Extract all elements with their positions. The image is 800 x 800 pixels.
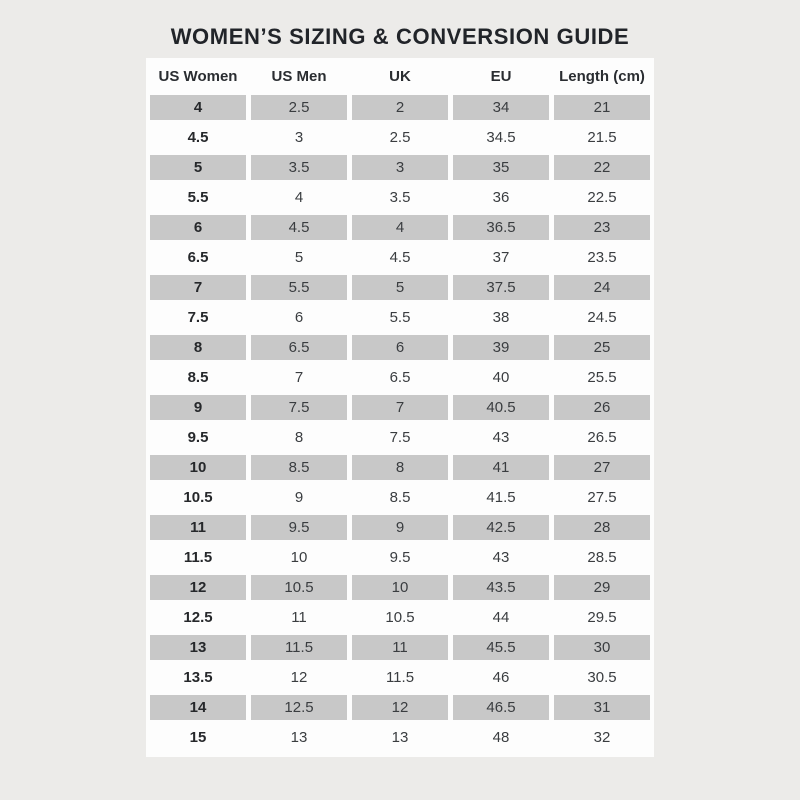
table-cell: 41	[453, 455, 549, 480]
table-cell: 13	[150, 635, 246, 660]
table-cell: 36	[492, 188, 510, 206]
table-cell: 43	[492, 428, 510, 446]
table-cell: 34.5	[486, 128, 516, 146]
table-cell: 2	[352, 95, 448, 120]
table-cell: 9.5	[389, 548, 411, 566]
table-row	[150, 332, 650, 362]
table-cell: 46	[492, 668, 510, 686]
table-cell: 32	[593, 728, 611, 746]
table-cell: 29.5	[587, 608, 617, 626]
table-cell: 4.5	[389, 248, 411, 266]
table-row	[150, 212, 650, 242]
table-row	[150, 242, 650, 272]
table-cell: 7	[352, 395, 448, 420]
table-body	[150, 92, 650, 752]
table-cell: 22	[554, 155, 650, 180]
table-cell: 6.5	[251, 335, 347, 360]
column-header: US Women	[158, 68, 238, 85]
table-cell: 6	[352, 335, 448, 360]
table-cell: 24.5	[587, 308, 617, 326]
table-cell: 2.5	[251, 95, 347, 120]
table-cell: 3	[294, 128, 304, 146]
column-header: Length (cm)	[559, 68, 645, 85]
column-header: US Men	[271, 68, 327, 85]
table-row	[150, 572, 650, 602]
table-cell: 4	[294, 188, 304, 206]
table-cell: 6.5	[389, 368, 411, 386]
table-cell: 37.5	[453, 275, 549, 300]
table-cell: 11	[150, 515, 246, 540]
table-cell: 2.5	[389, 128, 411, 146]
table-cell: 24	[554, 275, 650, 300]
table-row	[150, 392, 650, 422]
table-row	[150, 602, 650, 632]
table-cell: 5	[150, 155, 246, 180]
table-row	[150, 122, 650, 152]
table-cell: 4	[352, 215, 448, 240]
table-cell: 10.5	[183, 488, 213, 506]
table-cell: 13.5	[183, 668, 213, 686]
table-cell: 12.5	[183, 608, 213, 626]
table-cell: 34	[453, 95, 549, 120]
sizing-table	[146, 58, 654, 757]
table-cell: 30	[554, 635, 650, 660]
table-row	[150, 182, 650, 212]
table-cell: 25	[554, 335, 650, 360]
table-cell: 5.5	[389, 308, 411, 326]
table-cell: 11	[352, 635, 448, 660]
table-cell: 12	[352, 695, 448, 720]
table-row	[150, 422, 650, 452]
column-header: EU	[490, 68, 512, 85]
table-cell: 5	[352, 275, 448, 300]
table-cell: 8.5	[187, 368, 209, 386]
table-cell: 11	[291, 608, 307, 626]
table-cell: 40.5	[453, 395, 549, 420]
table-cell: 8	[352, 455, 448, 480]
table-cell: 38	[492, 308, 510, 326]
table-cell: 43.5	[453, 575, 549, 600]
table-cell: 35	[453, 155, 549, 180]
table-cell: 3.5	[389, 188, 411, 206]
table-cell: 9	[294, 488, 304, 506]
table-cell: 7.5	[251, 395, 347, 420]
table-cell: 10	[150, 455, 246, 480]
table-row	[150, 272, 650, 302]
table-cell: 7	[150, 275, 246, 300]
table-cell: 4.5	[187, 128, 209, 146]
table-cell: 27	[554, 455, 650, 480]
table-cell: 28.5	[587, 548, 617, 566]
table-row	[150, 452, 650, 482]
table-cell: 30.5	[587, 668, 617, 686]
table-cell: 10	[290, 548, 308, 566]
table-row	[150, 482, 650, 512]
column-header: UK	[389, 68, 411, 85]
table-cell: 31	[554, 695, 650, 720]
table-cell: 7.5	[187, 308, 209, 326]
table-cell: 12	[150, 575, 246, 600]
table-cell: 46.5	[453, 695, 549, 720]
table-cell: 10.5	[251, 575, 347, 600]
table-cell: 9.5	[251, 515, 347, 540]
table-row	[150, 92, 650, 122]
table-cell: 23.5	[587, 248, 617, 266]
table-cell: 4	[150, 95, 246, 120]
table-cell: 6	[150, 215, 246, 240]
table-cell: 37	[492, 248, 510, 266]
table-cell: 15	[189, 728, 207, 746]
table-cell: 14	[150, 695, 246, 720]
table-cell: 11.5	[251, 635, 347, 660]
table-row	[150, 632, 650, 662]
table-cell: 9	[150, 395, 246, 420]
table-row	[150, 662, 650, 692]
table-cell: 48	[492, 728, 510, 746]
table-cell: 36.5	[453, 215, 549, 240]
table-cell: 8	[150, 335, 246, 360]
table-cell: 22.5	[587, 188, 617, 206]
table-cell: 11.5	[385, 668, 415, 686]
table-cell: 9	[352, 515, 448, 540]
table-cell: 4.5	[251, 215, 347, 240]
table-cell: 8.5	[389, 488, 411, 506]
table-cell: 13	[391, 728, 409, 746]
table-cell: 3	[352, 155, 448, 180]
table-cell: 21	[554, 95, 650, 120]
table-cell: 10.5	[385, 608, 415, 626]
table-cell: 6	[294, 308, 304, 326]
table-cell: 23	[554, 215, 650, 240]
table-cell: 25.5	[587, 368, 617, 386]
table-cell: 5.5	[251, 275, 347, 300]
table-cell: 45.5	[453, 635, 549, 660]
table-cell: 5.5	[187, 188, 209, 206]
table-row	[150, 512, 650, 542]
table-cell: 29	[554, 575, 650, 600]
page-title: WOMEN’S SIZING & CONVERSION GUIDE	[170, 24, 630, 49]
table-cell: 8	[294, 428, 304, 446]
table-cell: 5	[294, 248, 304, 266]
table-cell: 42.5	[453, 515, 549, 540]
table-cell: 6.5	[187, 248, 209, 266]
table-cell: 40	[492, 368, 510, 386]
table-cell: 26.5	[587, 428, 617, 446]
table-cell: 7.5	[389, 428, 411, 446]
table-cell: 43	[492, 548, 510, 566]
table-cell: 13	[290, 728, 308, 746]
table-row	[150, 722, 650, 752]
table-cell: 28	[554, 515, 650, 540]
table-cell: 7	[294, 368, 304, 386]
table-cell: 11.5	[183, 548, 213, 566]
table-cell: 41.5	[486, 488, 516, 506]
table-cell: 3.5	[251, 155, 347, 180]
table-cell: 9.5	[187, 428, 209, 446]
table-cell: 44	[492, 608, 510, 626]
table-row	[150, 362, 650, 392]
table-cell: 21.5	[587, 128, 617, 146]
table-cell: 8.5	[251, 455, 347, 480]
table-header-row	[150, 61, 650, 92]
table-row	[150, 302, 650, 332]
table-cell: 27.5	[587, 488, 617, 506]
table-cell: 10	[352, 575, 448, 600]
table-row	[150, 692, 650, 722]
table-cell: 12	[290, 668, 308, 686]
table-row	[150, 542, 650, 572]
table-row	[150, 152, 650, 182]
table-cell: 12.5	[251, 695, 347, 720]
table-cell: 26	[554, 395, 650, 420]
table-cell: 39	[453, 335, 549, 360]
